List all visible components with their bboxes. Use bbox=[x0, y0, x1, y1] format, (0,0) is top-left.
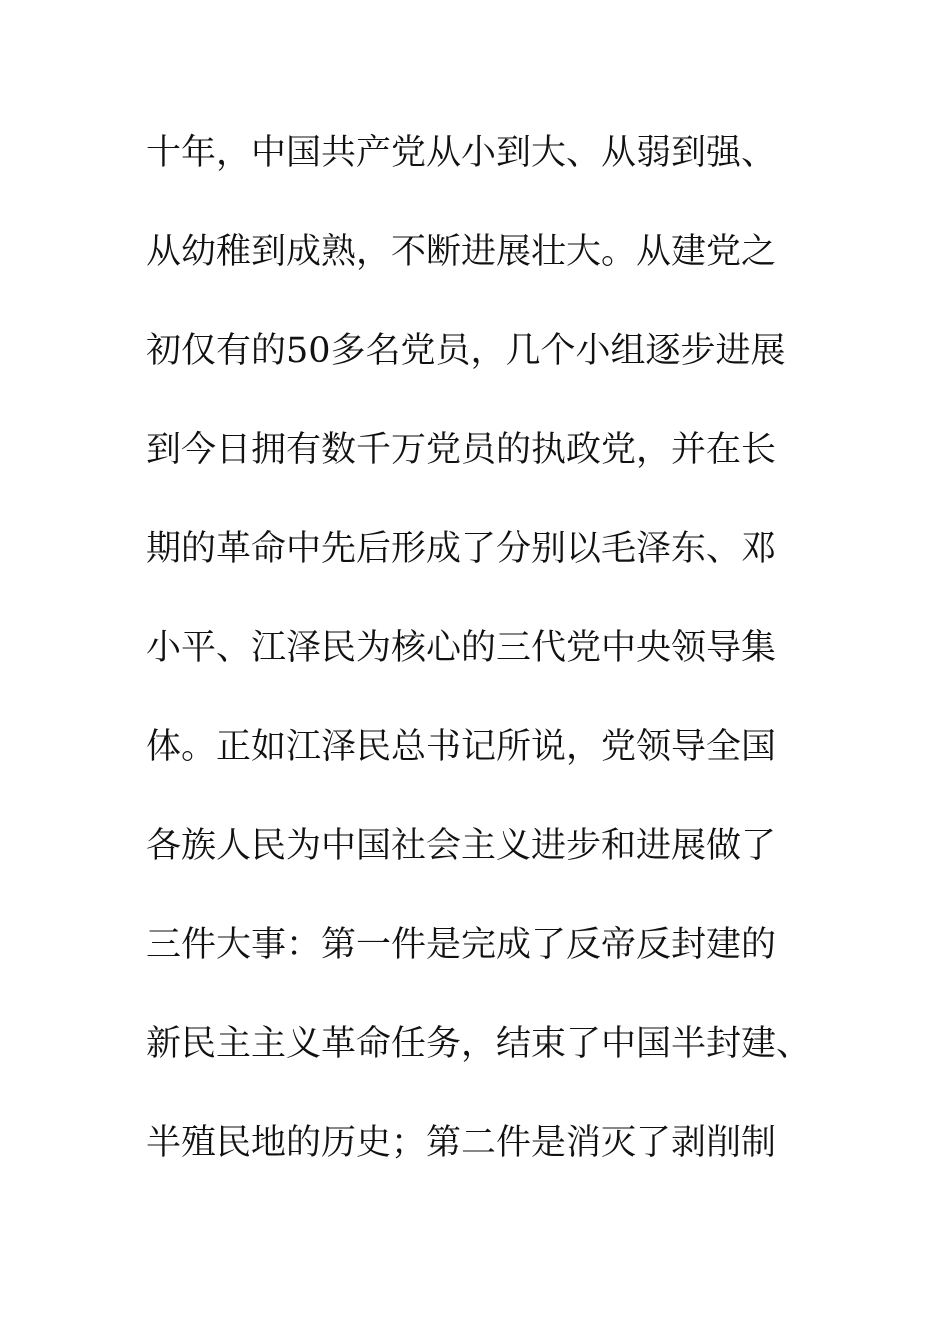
text-line: 各族人民为中国社会主义进步和进展做了 bbox=[146, 826, 777, 866]
text-line: 新民主主义革命任务，结束了中国半封建、 bbox=[146, 1024, 812, 1064]
text-line: 期的革命中先后形成了分别以毛泽东、邓 bbox=[146, 529, 777, 569]
body-text bbox=[146, 128, 846, 1217]
text-line: 到今日拥有数千万党员的执政党，并在长 bbox=[146, 430, 777, 470]
text-line: 从幼稚到成熟，不断进展壮大。从建党之 bbox=[146, 232, 777, 272]
text-line: 小平、江泽民为核心的三代党中央领导集 bbox=[146, 628, 777, 668]
text-line: 三件大事：第一件是完成了反帝反封建的 bbox=[146, 925, 777, 965]
text-line: 十年，中国共产党从小到大、从弱到强、 bbox=[146, 133, 777, 173]
text-line: 体。正如江泽民总书记所说，党领导全国 bbox=[146, 727, 777, 767]
text-line: 半殖民地的历史；第二件是消灭了剥削制 bbox=[146, 1123, 777, 1163]
text-line: 初仅有的50多名党员，几个小组逐步进展 bbox=[146, 331, 786, 371]
